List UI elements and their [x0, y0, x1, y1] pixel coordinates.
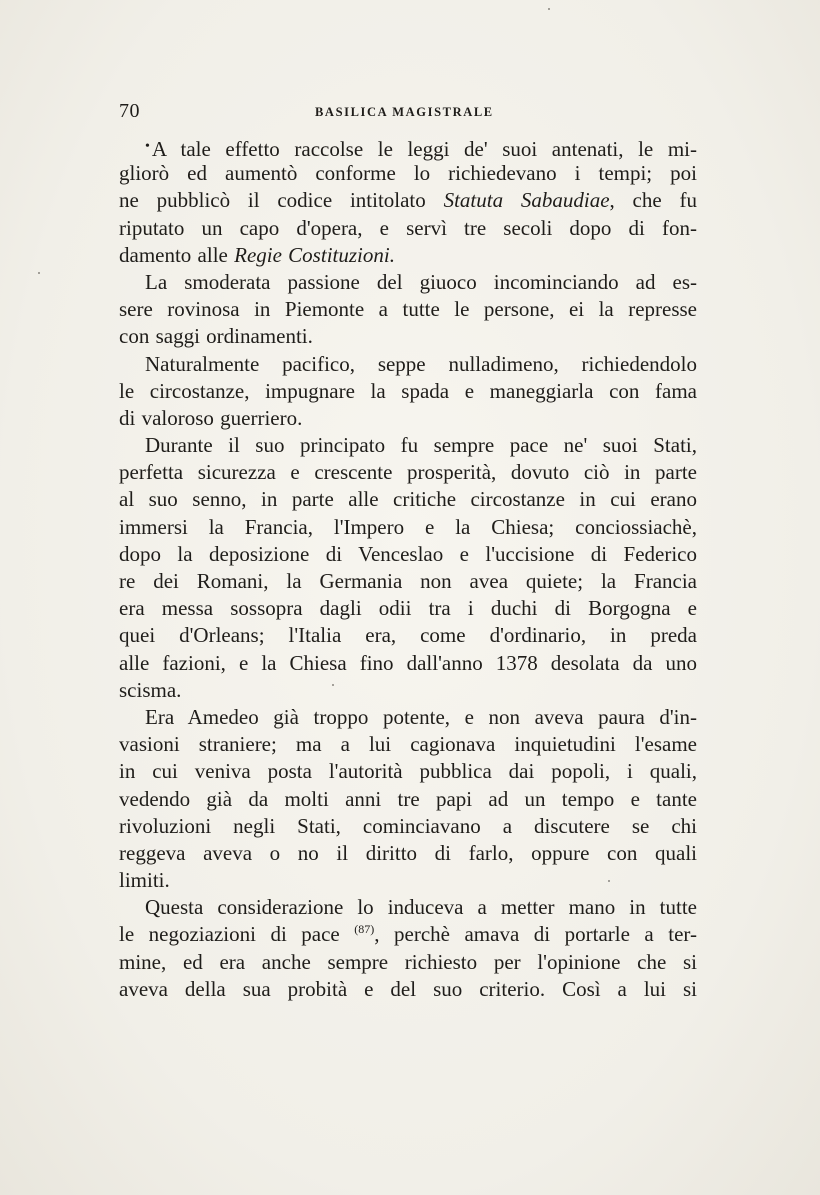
text-line: aveva della sua probità e del suo criterio. Così a lui si	[119, 976, 697, 1001]
text-line: le circostanze, impugnare la spada e maneggiarla con fama	[119, 378, 697, 403]
page-number: 70	[119, 100, 140, 122]
text-line: rivoluzioni negli Stati, cominciavano a discutere se chi	[119, 813, 697, 838]
text-line: gliorò ed aumentò conforme lo richiedevano i tempi; poi	[119, 161, 697, 186]
text-line: Questa considerazione lo induceva a metter mano in tutte	[145, 895, 697, 920]
text-line: La smoderata passione del giuoco incominciando ad es-	[145, 269, 697, 294]
bullet-mark: •	[145, 139, 150, 154]
text-line: sere rovinosa in Piemonte a tutte le persone, ei la represse	[119, 297, 697, 322]
text-line: dopo la deposizione di Venceslao e l'uccisione di Federico	[119, 541, 697, 566]
text-line: con saggi ordinamenti.	[119, 324, 313, 349]
text-line: damento alle Regie Costituzioni.	[119, 242, 395, 267]
text-line: Durante il suo principato fu sempre pace ne' suoi Stati,	[145, 433, 697, 458]
text-line: al suo senno, in parte alle critiche circostanze in cui erano	[119, 487, 697, 512]
italic-title: Statuta Sabaudiae	[443, 188, 610, 213]
text-line: le negoziazioni di pace $^{(87)}$, perchè amava di portarle a ter-	[119, 922, 697, 947]
text-line: •A tale effetto raccolse le leggi de' suoi antenati, le mi-	[145, 137, 697, 161]
text-line: ne pubblicò il codice intitolato Statuta Sabaudiae, che fu	[119, 188, 697, 213]
scan-speck	[548, 8, 550, 10]
text-line: Naturalmente pacifico, seppe nulladimeno, richiedendolo	[145, 351, 697, 376]
text-line: Era Amedeo già troppo potente, e non aveva paura d'in-	[145, 704, 697, 729]
text-line: vasioni straniere; ma a lui cagionava inquietudini l'esame	[119, 732, 697, 757]
footnote-ref: (87)	[354, 922, 375, 937]
text-line: era messa sossopra dagli odii tra i duchi di Borgogna e	[119, 596, 697, 621]
text-line: alle fazioni, e la Chiesa fino dall'anno 1378 desolata da uno	[119, 650, 697, 675]
text-line: scisma.	[119, 677, 182, 702]
text-line: re dei Romani, la Germania non avea quiete; la Francia	[119, 569, 697, 593]
text-line: in cui veniva posta l'autorità pubblica dai popoli, i quali,	[119, 759, 697, 784]
scan-speck	[38, 272, 40, 274]
text-line: vedendo già da molti anni tre papi ad un tempo e tante	[119, 786, 697, 811]
scan-speck	[332, 684, 334, 686]
page-header	[119, 100, 699, 126]
text-line: reggeva aveva o no il diritto di farlo, oppure con quali	[119, 840, 697, 865]
running-title: BASILICA MAGISTRALE	[315, 105, 494, 119]
text-line: immersi la Francia, l'Impero e la Chiesa; conciossiachè,	[119, 514, 697, 539]
text-line: limiti.	[119, 868, 170, 893]
text-line: di valoroso guerriero.	[119, 405, 303, 430]
italic-title: Regie Costituzioni.	[234, 242, 395, 267]
text-line: mine, ed era anche sempre richiesto per l'opinione che si	[119, 949, 697, 974]
text-line: perfetta sicurezza e crescente prosperità, dovuto ciò in parte	[119, 460, 697, 485]
text-line: riputato un capo d'opera, e servì tre secoli dopo di fon-	[119, 215, 697, 240]
body-text	[119, 133, 697, 1003]
scan-speck	[608, 880, 610, 882]
text-line: quei d'Orleans; l'Italia era, come d'ordinario, in preda	[119, 623, 697, 648]
